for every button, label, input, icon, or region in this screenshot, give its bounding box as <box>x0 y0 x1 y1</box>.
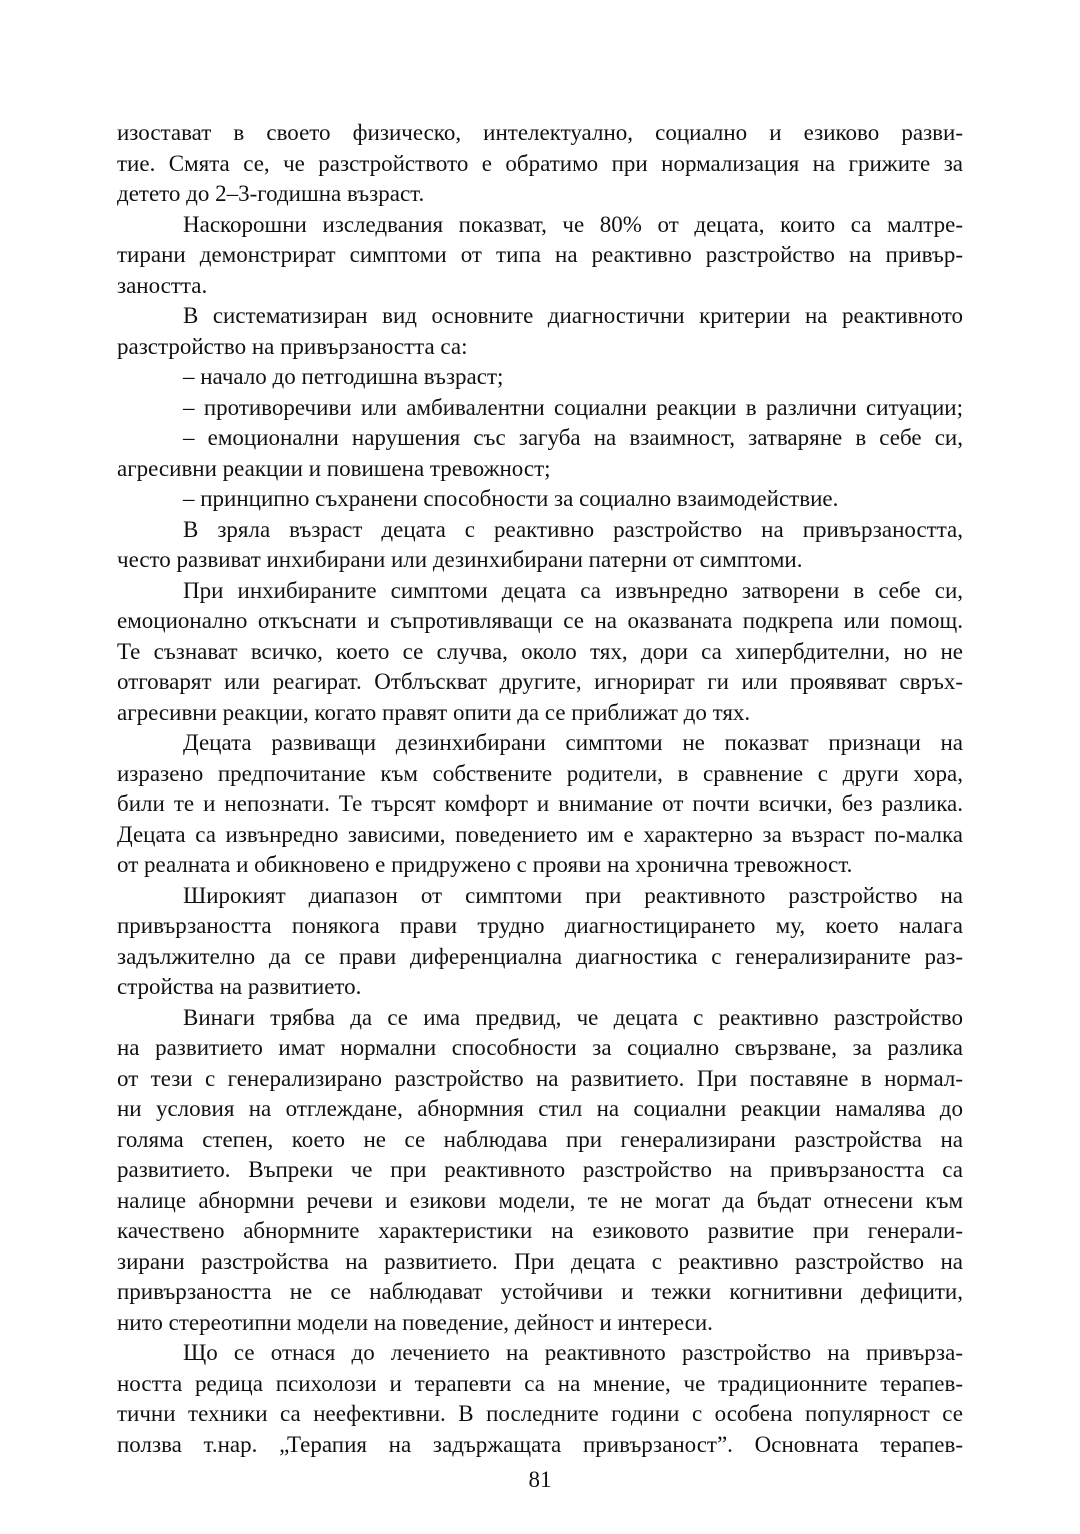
text-line: тие. Смята се, че разстройството е обратимо при нормализация на грижите за <box>117 150 963 176</box>
text-line: от тези с генерализирано разстройство на развитието. При поставяне в нормал- <box>117 1065 963 1091</box>
text-line: задължително да се прави диференциална диагностика с генерализираните раз- <box>117 943 963 969</box>
text-line: изостават в своето физическо, интелектуално, социално и езиково разви- <box>117 120 963 145</box>
text-line: При инхибираните симптоми децата са извънредно затворени в себе си, <box>183 577 963 603</box>
page-number: 81 <box>528 1467 552 1492</box>
text-line: налице абнормни речеви и езикови модели, те не могат да бъдат отнесени към <box>117 1187 963 1213</box>
text-line: В зряла възраст децата с реактивно разстройство на привързаността, <box>183 516 963 542</box>
text-line: отговарят или реагират. Отблъскват другите, игнорират ги или проявяват свръх- <box>117 669 963 694</box>
text-line: били те и непознати. Те търсят комфорт и внимание от почти всички, без разлика. <box>117 791 963 816</box>
text-line: изразено предпочитание към собствените родители, в сравнение с други хора, <box>117 760 963 786</box>
text-line: ползва т.нар. „Терапия на задържащата привързаност”. Основната терапев- <box>117 1431 963 1457</box>
text-line: В систематизиран вид основните диагностични критерии на реактивното <box>183 303 963 328</box>
text-line: привързаността не се наблюдават устойчиви и тежки когнитивни дефицити, <box>117 1279 963 1304</box>
text-line: на развитието имат нормални способности за социално свързване, за разлика <box>117 1035 963 1060</box>
text-line: от реалната и обикновено е придружено с прояви на хронична тревожност. <box>117 852 853 877</box>
text-line: заността. <box>117 272 208 298</box>
list-item: – емоционални нарушения със загуба на взаимност, затваряне в себе си, <box>183 425 963 450</box>
text-line: тирани демонстрират симптоми от типа на реактивно разстройство на привър- <box>117 242 963 267</box>
text-line: развитието. Въпреки че при реактивното разстройство на привързаността са <box>117 1157 963 1182</box>
text-line: Наскорошни изследвания показват, че 80% от децата, които са малтре- <box>183 211 963 237</box>
text-line: често развиват инхибирани или дезинхибирани патерни от симптоми. <box>117 547 803 572</box>
body-text <box>117 118 963 1460</box>
list-item: – начало до петгодишна възраст; <box>183 364 504 389</box>
text-line: агресивни реакции и повишена тревожност; <box>117 455 551 481</box>
text-line: ността редица психолози и терапевти са на мнение, че традиционните терапев- <box>117 1370 963 1396</box>
text-line: привързаността понякога прави трудно диагностицирането му, което налага <box>117 913 963 938</box>
text-line: нито стереотипни модели на поведение, дейност и интереси. <box>117 1309 713 1335</box>
text-line: детето до 2–3-годишна възраст. <box>117 181 425 206</box>
text-line: тични техники са неефективни. В последните години с особена популярност се <box>117 1401 963 1426</box>
text-line: разстройство на привързаността са: <box>117 333 468 359</box>
text-line: Винаги трябва да се има предвид, че децата с реактивно разстройство <box>183 1004 963 1030</box>
list-item: – противоречиви или амбивалентни социални реакции в различни ситуации; <box>183 394 963 420</box>
list-item: – принципно съхранени способности за социално взаимодействие. <box>183 486 839 511</box>
text-line: стройства на развитието. <box>117 974 362 999</box>
text-line: Те съзнават всичко, което се случва, около тях, дори са хипербдителни, но не <box>117 638 963 664</box>
text-line: Децата са извънредно зависими, поведението им е характерно за възраст по-малка <box>117 821 963 847</box>
text-line: ни условия на отглеждане, абнормния стил на социални реакции намалява до <box>117 1096 963 1121</box>
text-line: зирани разстройства на развитието. При децата с реактивно разстройство на <box>117 1248 963 1274</box>
text-line: качествено абнормните характеристики на езиковото развитие при генерали- <box>117 1218 963 1243</box>
text-line: Що се отнася до лечението на реактивното разстройство на привърза- <box>183 1340 963 1365</box>
text-line: агресивни реакции, когато правят опити да се приближат до тях. <box>117 699 751 725</box>
text-line: голяма степен, което не се наблюдава при генерализирани разстройства на <box>117 1126 963 1152</box>
text-line: Децата развиващи дезинхибирани симптоми не показват признаци на <box>183 730 963 755</box>
text-line: емоционално откъснати и съпротивляващи се на оказваната подкрепа или помощ. <box>117 608 963 633</box>
text-line: Широкият диапазон от симптоми при реактивното разстройство на <box>183 882 963 908</box>
